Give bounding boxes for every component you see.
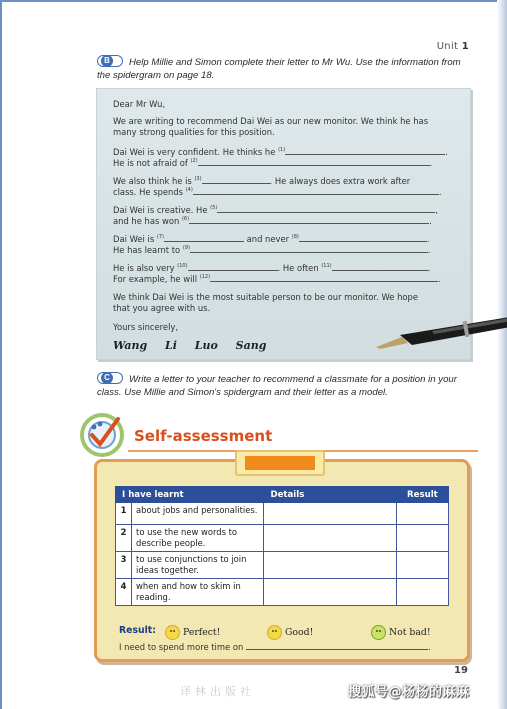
- page-number: 19: [454, 665, 468, 676]
- row-number: 3: [116, 552, 132, 579]
- exercise-c-text: Write a letter to your teacher to recommend a classmate for a position in your class. Use Millie and Simon's spidergram and their letter as a model.: [97, 374, 457, 398]
- blank-8[interactable]: [299, 234, 427, 242]
- page-edge-shadow: [497, 0, 507, 709]
- row-number: 1: [116, 503, 132, 525]
- letter-sentence-3a: Dai Wei is creative. He $^{(5)}$ ,: [113, 205, 438, 215]
- result-cell[interactable]: [396, 503, 448, 525]
- watermark: 搜狐号@杨杨的麻麻: [348, 685, 470, 700]
- result-perfect[interactable]: Perfect!: [159, 625, 220, 640]
- result-not-bad[interactable]: Not bad!: [365, 625, 431, 640]
- blank-10[interactable]: [188, 263, 278, 271]
- details-cell[interactable]: [264, 525, 396, 552]
- result-label: Result:: [119, 625, 156, 636]
- row-item: to use the new words to describe people.: [132, 525, 264, 552]
- col-header-details: Details: [264, 487, 396, 503]
- blank-9[interactable]: [190, 245, 428, 253]
- letter-greeting: Dear Mr Wu,: [113, 99, 166, 109]
- blank-7[interactable]: [164, 234, 244, 242]
- letter-sentence-5a: He is also very $^{(10)}$ . He often $^{(11)}$ .: [113, 263, 431, 273]
- letter-signoff: Yours sincerely,: [113, 322, 179, 332]
- spend-blank[interactable]: [246, 642, 428, 650]
- table-row: [116, 579, 449, 606]
- table-header-row: [116, 487, 449, 503]
- letter-sentence-1a: Dai Wei is very confident. He thinks he $^{(1)}$ .: [113, 147, 448, 157]
- row-number: 4: [116, 579, 132, 606]
- letter-closing-2: that you agree with us.: [113, 303, 211, 313]
- col-header-learnt: I have learnt: [116, 487, 264, 503]
- row-item: about jobs and personalities.: [132, 503, 264, 525]
- letter-card: [96, 88, 471, 360]
- letter-sentence-4b: He has learnt to $^{(9)}$ .: [113, 245, 431, 255]
- panel-tab: [235, 450, 325, 476]
- table-row: [116, 525, 449, 552]
- letter-sentence-5b: For example, he will $^{(12)}$ .: [113, 274, 441, 284]
- letter-sentence-2b: class. He spends $^{(4)}$ .: [113, 187, 442, 197]
- spend-more-time-line: I need to spend more time on .: [119, 642, 431, 652]
- publisher-logo: 译林出版社: [180, 685, 255, 698]
- row-number: 2: [116, 525, 132, 552]
- details-cell[interactable]: [264, 552, 396, 579]
- blank-5[interactable]: [217, 205, 435, 213]
- unit-label: [437, 41, 469, 52]
- blank-4[interactable]: [193, 187, 439, 195]
- result-good[interactable]: Good!: [261, 625, 313, 640]
- blank-12[interactable]: [210, 274, 438, 282]
- result-cell[interactable]: [396, 525, 448, 552]
- smiley-cap-icon: [371, 625, 386, 640]
- blank-3[interactable]: [202, 176, 270, 184]
- letter-sentence-2a: We also think he is $^{(3)}$ . He always does extra work after: [113, 176, 411, 186]
- blank-2[interactable]: [198, 158, 430, 166]
- exercise-b-instruction: [97, 55, 467, 82]
- table-row: [116, 552, 449, 579]
- col-header-result: Result: [396, 487, 448, 503]
- details-cell[interactable]: [264, 503, 396, 525]
- blank-6[interactable]: [189, 216, 429, 224]
- self-assessment-title: Self-assessment: [134, 427, 273, 445]
- fountain-pen-icon: [372, 311, 507, 351]
- blank-11[interactable]: [332, 263, 428, 271]
- letter-sentence-3b: and he has won $^{(6)}$ .: [113, 216, 432, 226]
- result-row: [119, 625, 449, 636]
- self-assessment-table: [115, 486, 449, 606]
- exercise-b-badge: B: [97, 55, 123, 67]
- row-item: when and how to skim in reading.: [132, 579, 264, 606]
- letter-intro-2: many strong qualities for this position.: [113, 127, 275, 137]
- exercise-b-text: Help Millie and Simon complete their letter to Mr Wu. Use the information from the spidergram on page 18.: [97, 57, 461, 81]
- row-item: to use conjunctions to join ideas together.: [132, 552, 264, 579]
- letter-sentence-1b: He is not afraid of $^{(2)}$ .: [113, 158, 433, 168]
- result-cell[interactable]: [396, 552, 448, 579]
- unit-word: Unit: [436, 41, 459, 52]
- exercise-c-instruction: [97, 372, 467, 399]
- letter-closing-1: We think Dai Wei is the most suitable person to be our monitor. We hope: [113, 292, 419, 302]
- letter-signature: Wang Li Luo Sang: [113, 339, 267, 352]
- exercise-c-badge: C: [97, 372, 123, 384]
- details-cell[interactable]: [264, 579, 396, 606]
- smiley-face-icon: [165, 625, 180, 640]
- letter-sentence-4a: Dai Wei is $^{(7)}$ and never $^{(8)}$ .: [113, 234, 430, 244]
- unit-number: 1: [461, 41, 469, 52]
- table-row: [116, 503, 449, 525]
- smiley-face-icon: [267, 625, 282, 640]
- result-cell[interactable]: [396, 579, 448, 606]
- blank-1[interactable]: [285, 147, 445, 155]
- letter-intro-1: We are writing to recommend Dai Wei as our new monitor. We think he has: [113, 116, 429, 126]
